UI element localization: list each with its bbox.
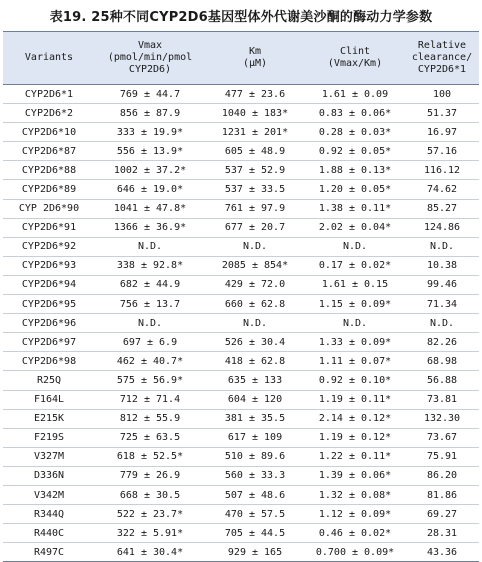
km-cell: 635 ± 133 (205, 371, 305, 390)
variant-cell: R497C (3, 543, 95, 562)
vmax-cell: 812 ± 55.9 (95, 409, 205, 428)
clint-cell: 0.28 ± 0.03* (305, 123, 405, 142)
clint-cell: 1.12 ± 0.09* (305, 505, 405, 524)
variant-cell: CYP2D6*93 (3, 256, 95, 275)
km-cell: 617 ± 109 (205, 428, 305, 447)
variant-cell: R440C (3, 524, 95, 543)
table-row (3, 485, 479, 504)
vmax-cell: N.D. (95, 314, 205, 333)
km-cell: 2085 ± 854* (205, 256, 305, 275)
vmax-cell: 779 ± 26.9 (95, 466, 205, 485)
table-row (3, 333, 479, 352)
km-cell: 418 ± 62.8 (205, 352, 305, 371)
vmax-cell: 556 ± 13.9* (95, 142, 205, 161)
km-cell: 677 ± 20.7 (205, 218, 305, 237)
table-row (3, 314, 479, 333)
km-cell: 1040 ± 183* (205, 104, 305, 123)
clint-cell: 1.39 ± 0.06* (305, 466, 405, 485)
km-cell: 510 ± 89.6 (205, 447, 305, 466)
variant-cell: V327M (3, 447, 95, 466)
km-cell: 429 ± 72.0 (205, 275, 305, 294)
clint-cell: 1.20 ± 0.05* (305, 180, 405, 199)
variant-cell: CYP2D6*96 (3, 314, 95, 333)
variant-cell: CYP2D6*92 (3, 237, 95, 256)
relative-clearance-cell: 99.46 (405, 275, 479, 294)
table-row (3, 295, 479, 314)
relative-clearance-cell: 71.34 (405, 295, 479, 314)
relative-clearance-cell: 75.91 (405, 447, 479, 466)
vmax-cell: 322 ± 5.91* (95, 524, 205, 543)
table-row (3, 142, 479, 161)
clint-cell: 1.88 ± 0.13* (305, 161, 405, 180)
clint-cell: 1.15 ± 0.09* (305, 295, 405, 314)
relative-clearance-cell: 28.31 (405, 524, 479, 543)
vmax-cell: 856 ± 87.9 (95, 104, 205, 123)
km-cell: 477 ± 23.6 (205, 85, 305, 104)
header-row (3, 32, 479, 85)
clint-cell: 0.83 ± 0.06* (305, 104, 405, 123)
table-row (3, 85, 479, 104)
relative-clearance-cell: 69.27 (405, 505, 479, 524)
relative-clearance-cell: 82.26 (405, 333, 479, 352)
vmax-cell: 646 ± 19.0* (95, 180, 205, 199)
vmax-cell: 618 ± 52.5* (95, 447, 205, 466)
clint-cell: 2.02 ± 0.04* (305, 218, 405, 237)
relative-clearance-cell: 51.37 (405, 104, 479, 123)
variant-cell: E215K (3, 409, 95, 428)
variant-cell: CYP2D6*97 (3, 333, 95, 352)
clint-cell: 0.700 ± 0.09* (305, 543, 405, 562)
table-header (3, 32, 479, 85)
variant-cell: CYP2D6*2 (3, 104, 95, 123)
clint-cell: 0.92 ± 0.10* (305, 371, 405, 390)
variant-cell: CYP2D6*10 (3, 123, 95, 142)
variant-cell: CYP2D6*95 (3, 295, 95, 314)
clint-cell: 1.22 ± 0.11* (305, 447, 405, 466)
header-clint: Clint (Vmax/Km) (305, 32, 405, 85)
clint-cell: 2.14 ± 0.12* (305, 409, 405, 428)
km-cell: 526 ± 30.4 (205, 333, 305, 352)
clint-cell: N.D. (305, 237, 405, 256)
table-row (3, 371, 479, 390)
table-row (3, 466, 479, 485)
clint-cell: 1.19 ± 0.12* (305, 428, 405, 447)
clint-cell: 1.33 ± 0.09* (305, 333, 405, 352)
clint-cell: 1.61 ± 0.09 (305, 85, 405, 104)
table-body (3, 85, 479, 562)
header-km: Km (μM) (205, 32, 305, 85)
km-cell: 537 ± 52.9 (205, 161, 305, 180)
table-row (3, 123, 479, 142)
vmax-cell: 1002 ± 37.2* (95, 161, 205, 180)
table-row (3, 505, 479, 524)
relative-clearance-cell: 100 (405, 85, 479, 104)
km-cell: 507 ± 48.6 (205, 485, 305, 504)
relative-clearance-cell: 132.30 (405, 409, 479, 428)
variant-cell: CYP2D6*1 (3, 85, 95, 104)
variant-cell: R344Q (3, 505, 95, 524)
relative-clearance-cell: 116.12 (405, 161, 479, 180)
variant-cell: CYP2D6*88 (3, 161, 95, 180)
relative-clearance-cell: N.D. (405, 237, 479, 256)
table-row (3, 543, 479, 562)
relative-clearance-cell: 56.88 (405, 371, 479, 390)
relative-clearance-cell: 124.86 (405, 218, 479, 237)
km-cell: 537 ± 33.5 (205, 180, 305, 199)
vmax-cell: 725 ± 63.5 (95, 428, 205, 447)
table-row (3, 390, 479, 409)
header-relative-clearance: Relative clearance/ CYP2D6*1 (405, 32, 479, 85)
clint-cell: 0.92 ± 0.05* (305, 142, 405, 161)
relative-clearance-cell: 73.67 (405, 428, 479, 447)
vmax-cell: 756 ± 13.7 (95, 295, 205, 314)
clint-cell: 0.46 ± 0.02* (305, 524, 405, 543)
clint-cell: 1.32 ± 0.08* (305, 485, 405, 504)
vmax-cell: 338 ± 92.8* (95, 256, 205, 275)
table-row (3, 409, 479, 428)
table-row (3, 199, 479, 218)
vmax-cell: 333 ± 19.9* (95, 123, 205, 142)
header-variants: Variants (3, 32, 95, 85)
vmax-cell: N.D. (95, 237, 205, 256)
vmax-cell: 712 ± 71.4 (95, 390, 205, 409)
table-row (3, 161, 479, 180)
km-cell: 604 ± 120 (205, 390, 305, 409)
variant-cell: D336N (3, 466, 95, 485)
variant-cell: R25Q (3, 371, 95, 390)
relative-clearance-cell: 73.81 (405, 390, 479, 409)
variant-cell: CYP2D6*94 (3, 275, 95, 294)
variant-cell: F219S (3, 428, 95, 447)
km-cell: 1231 ± 201* (205, 123, 305, 142)
relative-clearance-cell: 68.98 (405, 352, 479, 371)
table-row (3, 218, 479, 237)
vmax-cell: 682 ± 44.9 (95, 275, 205, 294)
relative-clearance-cell: 81.86 (405, 485, 479, 504)
table-row (3, 352, 479, 371)
vmax-cell: 1041 ± 47.8* (95, 199, 205, 218)
vmax-cell: 462 ± 40.7* (95, 352, 205, 371)
table-row (3, 180, 479, 199)
table-row (3, 524, 479, 543)
vmax-cell: 522 ± 23.7* (95, 505, 205, 524)
vmax-cell: 668 ± 30.5 (95, 485, 205, 504)
relative-clearance-cell: 86.20 (405, 466, 479, 485)
table-row (3, 447, 479, 466)
km-cell: 929 ± 165 (205, 543, 305, 562)
km-cell: N.D. (205, 237, 305, 256)
km-cell: N.D. (205, 314, 305, 333)
km-cell: 560 ± 33.3 (205, 466, 305, 485)
relative-clearance-cell: 10.38 (405, 256, 479, 275)
clint-cell: 1.11 ± 0.07* (305, 352, 405, 371)
km-cell: 470 ± 57.5 (205, 505, 305, 524)
km-cell: 660 ± 62.8 (205, 295, 305, 314)
km-cell: 761 ± 97.9 (205, 199, 305, 218)
variant-cell: CYP2D6*89 (3, 180, 95, 199)
table-row (3, 104, 479, 123)
variant-cell: CYP 2D6*90 (3, 199, 95, 218)
relative-clearance-cell: 43.36 (405, 543, 479, 562)
km-cell: 605 ± 48.9 (205, 142, 305, 161)
vmax-cell: 1366 ± 36.9* (95, 218, 205, 237)
table-row (3, 275, 479, 294)
vmax-cell: 769 ± 44.7 (95, 85, 205, 104)
clint-cell: N.D. (305, 314, 405, 333)
clint-cell: 1.38 ± 0.11* (305, 199, 405, 218)
vmax-cell: 641 ± 30.4* (95, 543, 205, 562)
variant-cell: V342M (3, 485, 95, 504)
relative-clearance-cell: N.D. (405, 314, 479, 333)
variant-cell: CYP2D6*87 (3, 142, 95, 161)
relative-clearance-cell: 16.97 (405, 123, 479, 142)
header-vmax: Vmax (pmol/min/pmol CYP2D6) (95, 32, 205, 85)
relative-clearance-cell: 85.27 (405, 199, 479, 218)
vmax-cell: 575 ± 56.9* (95, 371, 205, 390)
kinetics-table (3, 31, 479, 562)
table-row (3, 237, 479, 256)
relative-clearance-cell: 57.16 (405, 142, 479, 161)
clint-cell: 0.17 ± 0.02* (305, 256, 405, 275)
table-row (3, 256, 479, 275)
variant-cell: CYP2D6*98 (3, 352, 95, 371)
clint-cell: 1.61 ± 0.15 (305, 275, 405, 294)
variant-cell: F164L (3, 390, 95, 409)
relative-clearance-cell: 74.62 (405, 180, 479, 199)
table-row (3, 428, 479, 447)
clint-cell: 1.19 ± 0.11* (305, 390, 405, 409)
variant-cell: CYP2D6*91 (3, 218, 95, 237)
table-caption: 表19. 25种不同CYP2D6基因型体外代谢美沙酮的酶动力学参数 (49, 10, 433, 25)
km-cell: 705 ± 44.5 (205, 524, 305, 543)
vmax-cell: 697 ± 6.9 (95, 333, 205, 352)
km-cell: 381 ± 35.5 (205, 409, 305, 428)
